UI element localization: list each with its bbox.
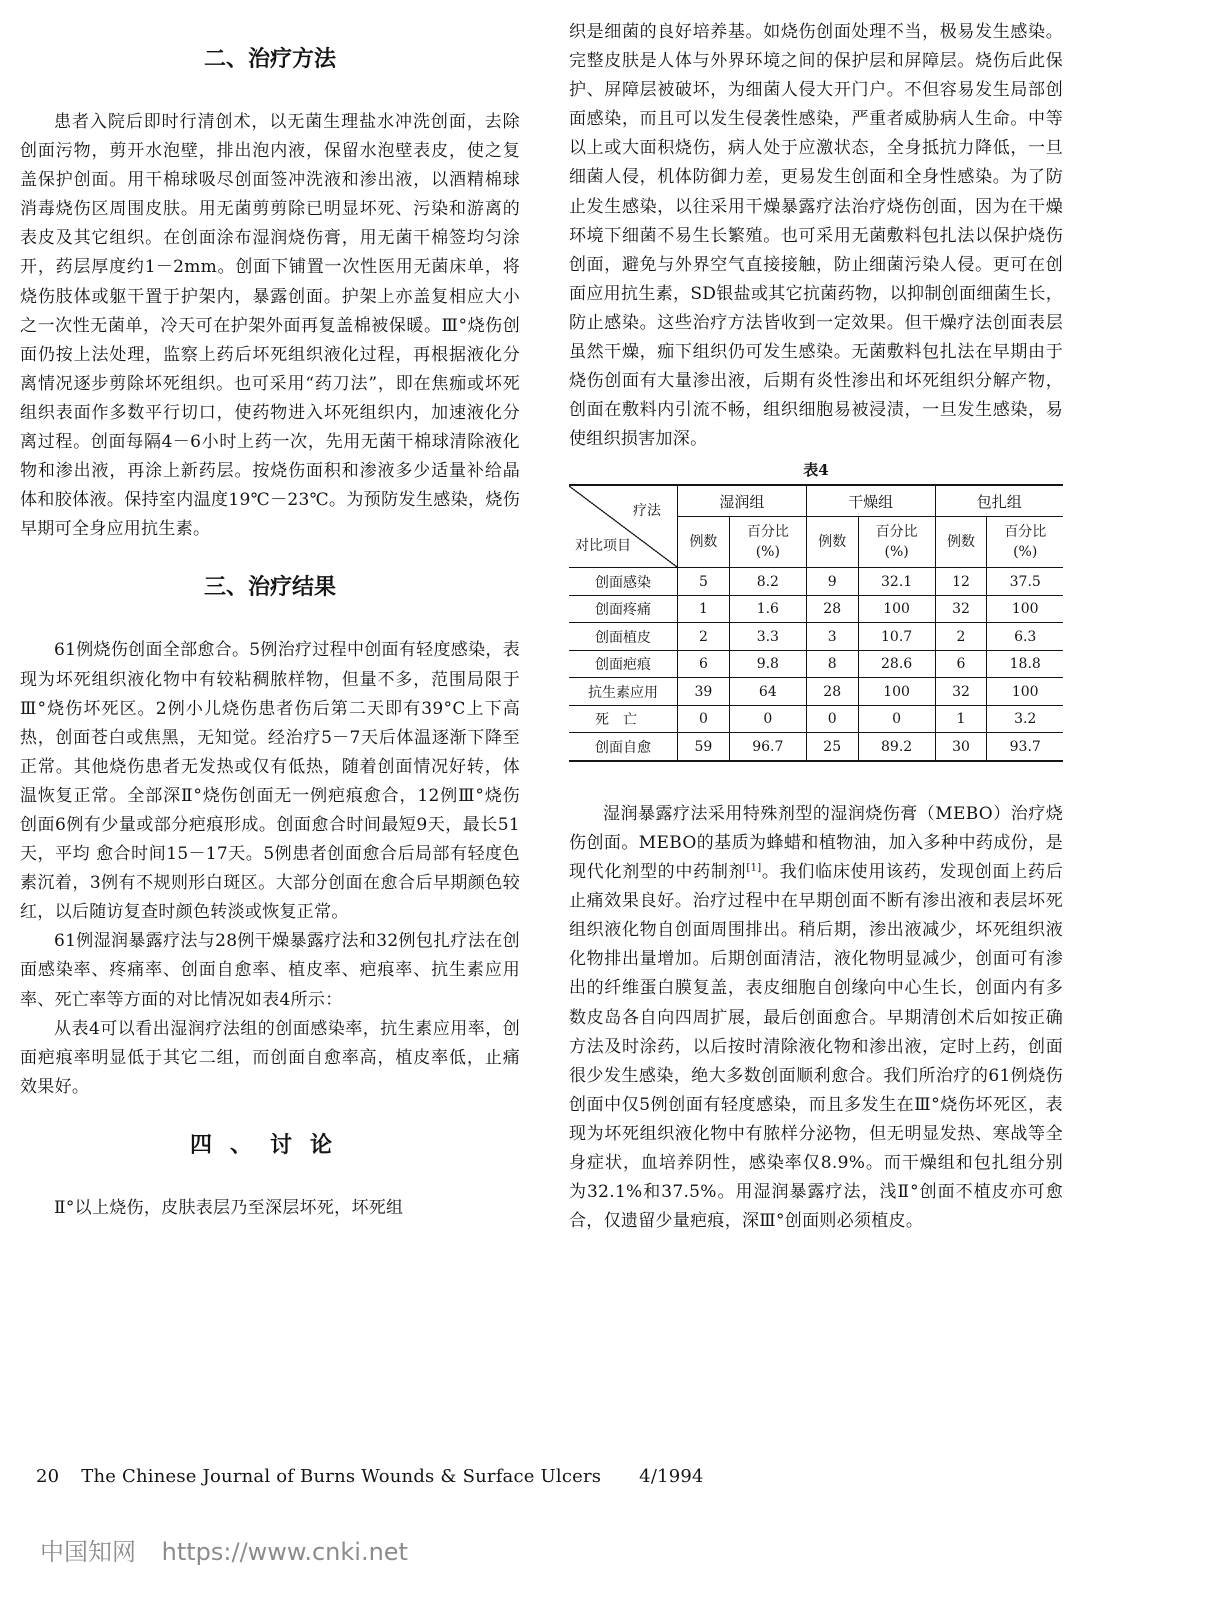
table-cell: 30 xyxy=(935,733,987,761)
table-cell: 2 xyxy=(935,623,987,651)
table-cell: 28 xyxy=(806,595,858,623)
table-row xyxy=(569,568,1063,596)
table-cell: 6.3 xyxy=(987,623,1063,651)
subheader-count: 例数 xyxy=(678,517,730,568)
group-header: 包扎组 xyxy=(935,485,1063,517)
table-spacer xyxy=(569,762,1063,800)
table-cell: 1.6 xyxy=(729,595,806,623)
row-label: 创面疤痕 xyxy=(569,650,678,678)
table-cell: 1 xyxy=(935,705,987,733)
table-cell: 5 xyxy=(678,568,730,596)
table-cell: 3 xyxy=(806,623,858,651)
table-cell: 10.7 xyxy=(858,623,935,651)
discussion-paragraph-continued: 织是细菌的良好培养基。如烧伤创面处理不当，极易发生感染。完整皮肤是人体与外界环境之间的保护层和屏障层。烧伤后此保护、屏障层被破坏，为细菌人侵大开门户。不但容易发生局部创面感染，而且可以发生侵袭性感染，严重者威胁病人生命。中等以上或大面积烧伤，病人处于应激状态，全身抵抗力降低，一旦细菌人侵，机体防御力差，更易发生创面和全身性感染。为了防止发生感染，以往采用干燥暴露疗法治疗烧伤创面，因为在干燥环境下细菌不易生长繁殖。也可采用无菌敷料包扎法以保护烧伤创面，避免与外界空气直接接触，防止细菌污染人侵。更可在创面应用抗生素，SD银盐或其它抗菌药物，以抑制创面细菌生长，防止感染。这些治疗方法皆收到一定效果。但干燥疗法创面表层虽然干燥，痂下组织仍可发生感染。无菌敷料包扎法在早期由于烧伤创面有大量渗出液，后期有炎性渗出和坏死组织分解产物，创面在敷料内引流不畅，组织细胞易被浸渍，一旦发生感染，易使组织损害加深。 xyxy=(569,22,1063,450)
table-cell: 6 xyxy=(935,650,987,678)
table-cell: 93.7 xyxy=(987,733,1063,761)
results-paragraph-3: 从表4可以看出湿润疗法组的创面感染率，抗生素应用率，创面疤痕率明显低于其它二组，而创面自愈率高，植皮率低，止痛效果好。 xyxy=(20,1018,520,1097)
corner-label-item: 对比项目 xyxy=(575,538,631,555)
section-heading-discussion: 四、讨论 xyxy=(189,1132,350,1158)
citation-ref: [1] xyxy=(746,862,762,874)
table-cell: 0 xyxy=(729,705,806,733)
cnki-watermark xyxy=(40,1532,408,1567)
subheader-count: 例数 xyxy=(935,517,987,568)
table-cell: 59 xyxy=(678,733,730,761)
table-caption: 表4 xyxy=(803,461,829,480)
page-footer xyxy=(36,1466,704,1487)
table-cell: 96.7 xyxy=(729,733,806,761)
table-cell: 18.8 xyxy=(987,650,1063,678)
row-label: 抗生素应用 xyxy=(569,678,678,706)
corner-label-method: 疗法 xyxy=(633,503,661,520)
table-cell: 64 xyxy=(729,678,806,706)
table-header-row xyxy=(569,485,1063,517)
table-cell: 100 xyxy=(987,595,1063,623)
results-paragraph-2: 61例湿润暴露疗法与28例干燥暴露疗法和32例包扎疗法在创面感染率、疼痛率、创面自愈率、植皮率、疤痕率、抗生素应用率、死亡率等方面的对比情况如表4所示： xyxy=(20,931,520,1010)
mebo-text-a: 湿润暴露疗法采用特殊剂型的湿润烧伤膏（MEBO）治疗烧伤创面。MEBO的基质为蜂蜡和植物油，加入多种中药成份，是现代化剂型的中药制剂 xyxy=(569,803,1063,883)
discussion-paragraph-start: Ⅱ°以上烧伤，皮肤表层乃至深层坏死，坏死组 xyxy=(54,1197,404,1218)
table-cell: 89.2 xyxy=(858,733,935,761)
row-label: 创面感染 xyxy=(569,568,678,596)
table-cell: 9 xyxy=(806,568,858,596)
table-row xyxy=(569,623,1063,651)
table-cell: 32 xyxy=(935,678,987,706)
subheader-percent: 百分比 (%) xyxy=(729,517,806,568)
section-heading-treatment: 二、治疗方法 xyxy=(203,47,336,72)
left-column xyxy=(20,18,520,1223)
table-corner-cell xyxy=(569,485,678,568)
table-cell: 28 xyxy=(806,678,858,706)
row-label: 创面植皮 xyxy=(569,623,678,651)
subheader-count: 例数 xyxy=(806,517,858,568)
table-cell: 6 xyxy=(678,650,730,678)
group-header: 干燥组 xyxy=(806,485,935,517)
mebo-text-b: 。我们临床使用该药，发现创面上药后止痛效果良好。治疗过程中在早期创面不断有渗出液和表层坏死组织液化物自创面周围排出。稍后期，渗出液减少，坏死组织液化物排出量增加。后期创面清洁，液化物明显减少，创面可有渗出的纤维蛋白膜复盖，表皮细胞自创缘向中心生长，创面内有多数皮岛各自向四周扩展，最后创面愈合。早期清创术后如按正确方法及时涂药，以后按时清除液化物和渗出液，定时上药，创面很少发生感染，绝大多数创面顺利愈合。我们所治疗的61例烧伤创面中仅5例创面有轻度感染，而且多发生在Ⅲ°烧伤坏死区，表现为坏死组织液化物中有脓样分泌物，但无明显发热、寒战等全身症状，血培养阴性，感染率仅8.9%。而干燥组和包扎组分别为32.1%和37.5%。用湿润暴露疗法，浅Ⅱ°创面不植皮亦可愈合，仅遗留少量疤痕，深Ⅲ°创面则必须植皮。 xyxy=(569,862,1063,1232)
table-cell: 100 xyxy=(987,678,1063,706)
table-cell: 39 xyxy=(678,678,730,706)
table-cell: 3.3 xyxy=(729,623,806,651)
table-cell: 1 xyxy=(678,595,730,623)
section-heading-results: 三、治疗结果 xyxy=(203,575,336,601)
table-cell: 100 xyxy=(858,595,935,623)
issue-number: 4/1994 xyxy=(639,1466,704,1487)
table-cell: 0 xyxy=(858,705,935,733)
table-cell: 2 xyxy=(678,623,730,651)
table-row xyxy=(569,678,1063,706)
results-paragraph-1: 61例烧伤创面全部愈合。5例治疗过程中创面有轻度感染，表现为坏死组织液化物中有较粘稠脓样物，但量不多，范围局限于Ⅲ°烧伤坏死区。2例小儿烧伤患者伤后第二天即有39°C上下高热，创面苍白或焦黑，无知觉。经治疗5－7天后体温逐渐下降至正常。其他烧伤患者无发热或仅有低热，随着创面情况好转，体温恢复正常。全部深Ⅱ°烧伤创面无一例疤痕愈合，12例Ⅲ°烧伤创面6例有少量或部分疤痕形成。创面愈合时间最短9天，最长51天，平均 愈合时间15－17天。5例患者创面愈合后局部有轻度色素沉着，3例有不规则形白斑区。大部分创面在愈合后早期颜色较红，以后随访复查时颜色转淡或恢复正常。 xyxy=(20,640,520,923)
table-cell: 32.1 xyxy=(858,568,935,596)
table-row xyxy=(569,595,1063,623)
row-label: 死亡 xyxy=(569,705,678,733)
table-cell: 32 xyxy=(935,595,987,623)
treatment-paragraph: 患者入院后即时行清创术，以无菌生理盐水冲洗创面，去除创面污物，剪开水泡壁，排出泡内液，保留水泡壁表皮，使之复盖保护创面。用干棉球吸尽创面签冲洗液和渗出液，以酒精棉球消毒烧伤区周围皮肤。用无菌剪剪除已明显坏死、污染和游离的表皮及其它组织。在创面涂布湿润烧伤膏，用无菌干棉签均匀涂开，药层厚度约1－2mm。创面下铺置一次性医用无菌床单，将烧伤肢体或躯干置于护架内，暴露创面。护架上亦盖复相应大小之一次性无菌单，冷天可在护架外面再复盖棉被保暖。Ⅲ°烧伤创面仍按上法处理，监察上药后坏死组织液化过程，再根据液化分离情况逐步剪除坏死组织。也可采用“药刀法”，即在焦痂或坏死组织表面作多数平行切口，使药物进入坏死组织内，加速液化分离过程。创面每隔4－6小时上药一次，先用无菌干棉球清除液化物和渗出液，再涂上新药层。按烧伤面积和渗液多少适量补给晶体和胶体液。保持室内温度19℃－23℃。为预防发生感染，烧伤早期可全身应用抗生素。 xyxy=(20,112,520,540)
table-cell: 12 xyxy=(935,568,987,596)
watermark-brand: 中国知网 xyxy=(40,1538,136,1566)
right-column xyxy=(569,18,1063,1236)
row-label: 创面疼痛 xyxy=(569,595,678,623)
table-cell: 8.2 xyxy=(729,568,806,596)
journal-name: The Chinese Journal of Burns Wounds & Surface Ulcers xyxy=(81,1466,602,1487)
table-row xyxy=(569,705,1063,733)
table-cell: 3.2 xyxy=(987,705,1063,733)
watermark-url: https://www.cnki.net xyxy=(161,1538,408,1566)
table-cell: 0 xyxy=(806,705,858,733)
table-cell: 100 xyxy=(858,678,935,706)
page-number: 20 xyxy=(36,1466,60,1487)
table-cell: 9.8 xyxy=(729,650,806,678)
mebo-paragraph xyxy=(569,800,1063,1236)
subheader-percent: 百分比 (%) xyxy=(987,517,1063,568)
table-cell: 28.6 xyxy=(858,650,935,678)
subheader-percent: 百分比 (%) xyxy=(858,517,935,568)
comparison-table xyxy=(569,484,1063,762)
group-header: 湿润组 xyxy=(678,485,807,517)
table-row xyxy=(569,650,1063,678)
table-cell: 25 xyxy=(806,733,858,761)
row-label: 创面自愈 xyxy=(569,733,678,761)
table-cell: 8 xyxy=(806,650,858,678)
table-row xyxy=(569,733,1063,761)
table-cell: 37.5 xyxy=(987,568,1063,596)
table-cell: 0 xyxy=(678,705,730,733)
